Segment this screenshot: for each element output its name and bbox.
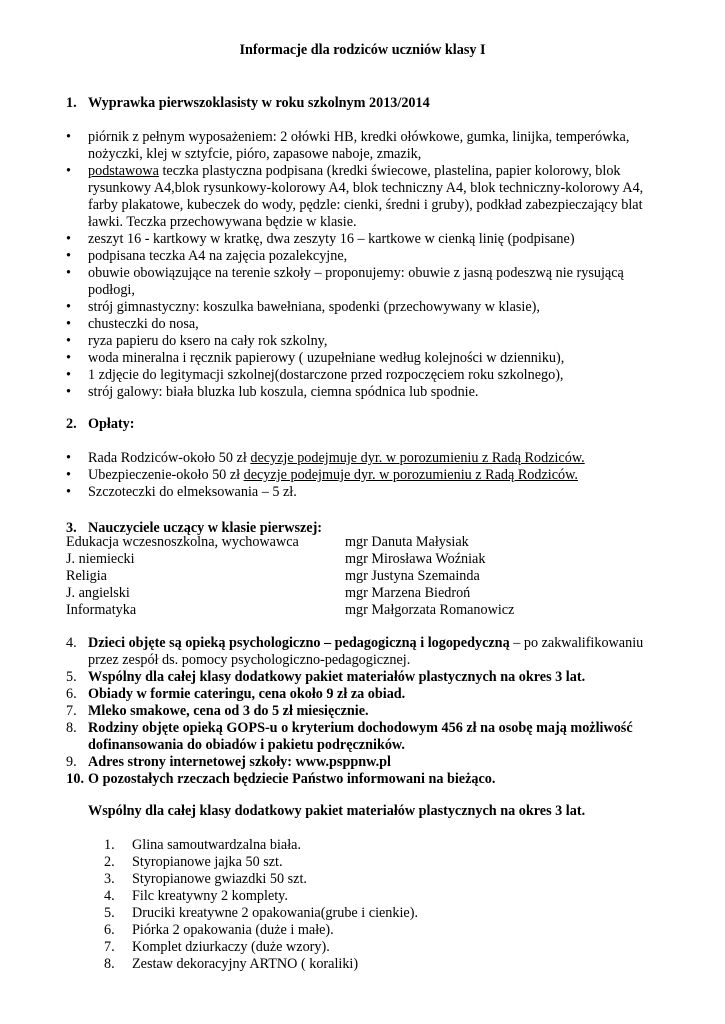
list-item: 4. Filc kreatywny 2 komplety. [104,888,288,904]
list-item: • piórnik z pełnym wyposażeniem: 2 ołówki HB, kredki ołówkowe, gumka, linijka, temperówka, nożyczki, klej w sztyfcie, pióro, zapasowe naboje, zmazik, [66,129,666,163]
list-item: • woda mineralna i ręcznik papierowy ( uzupełniane według kolejności w dzienniku), [66,350,666,367]
list-item: • Rada Rodziców-około 50 zł decyzje podejmuje dyr. w porozumieniu z Radą Rodziców. [66,450,666,467]
list-item: 6. Obiady w formie cateringu, cena około 9 zł za obiad. [66,686,406,702]
teachers-table [66,534,626,619]
list-item: • 1 zdjęcie do legitymacji szkolnej(dostarczone przed rozpoczęciem roku szkolnego), [66,367,666,384]
table-row: J. niemiecki mgr Mirosława Woźniak [66,551,486,567]
list-item: 2. Styropianowe jajka 50 szt. [104,854,283,870]
list-item: • obuwie obowiązujące na terenie szkoły – proponujemy: obuwie z jasną podeszwą nie rysującą podłogi, [66,265,666,299]
list-item: 5. Wspólny dla całej klasy dodatkowy pakiet materiałów plastycznych na okres 3 lat. [66,669,586,685]
info-points-list [66,635,666,788]
list-item: • strój galowy: biała bluzka lub koszula, ciemna spódnica lub spodnie. [66,384,666,401]
list-item: • strój gimnastyczny: koszulka bawełniana, spodenki (przechowywany w klasie), [66,299,666,316]
section-heading: 3. Nauczyciele uczący w klasie pierwszej: [66,520,323,536]
list-item: 7. Komplet dziurkaczy (duże wzory). [104,939,330,955]
table-row: Edukacja wczesnoszkolna, wychowawca mgr Danuta Małysiak [66,534,469,550]
list-item: • ryza papieru do ksero na cały rok szkolny, [66,333,666,350]
list-item: 5. Druciki kreatywne 2 opakowania(grube i cienkie). [104,905,419,921]
kit-heading: Wspólny dla całej klasy dodatkowy pakiet materiałów plastycznych na okres 3 lat. [88,803,586,819]
section-oplaty [66,416,666,433]
list-item: • Szczoteczki do elmeksowania – 5 zł. [66,484,666,501]
section-heading: 2. Opłaty: [66,416,135,432]
section-wyprawka [66,95,666,112]
supplies-list [66,129,666,401]
list-item: 8. Zestaw dekoracyjny ARTNO ( koraliki) [104,956,359,972]
list-item: 10. O pozostałych rzeczach będziecie Państwo informowani na bieżąco. [66,771,496,787]
list-item: • chusteczki do nosa, [66,316,666,333]
section-heading: 1. Wyprawka pierwszoklasisty w roku szkolnym 2013/2014 [66,95,430,111]
list-item: 8. Rodziny objęte opieką GOPS-u o kryterium dochodowym 456 zł na osobę mają możliwość dofinansowania do obiadów i pakietu podręczników. [66,720,633,753]
list-item: 7. Mleko smakowe, cena od 3 do 5 zł miesięcznie. [66,703,369,719]
table-row: Informatyka mgr Małgorzata Romanowicz [66,602,515,618]
kit-list [104,837,704,973]
page-title: Informacje dla rodziców uczniów klasy I [239,42,486,58]
table-row: Religia mgr Justyna Szemainda [66,568,480,584]
fees-list [66,450,666,501]
list-item: 3. Styropianowe gwiazdki 50 szt. [104,871,307,887]
list-item: • zeszyt 16 - kartkowy w kratkę, dwa zeszyty 16 – kartkowe w cienką linię (podpisane) [66,231,666,248]
list-item: 9. Adres strony internetowej szkoły: www.psppnw.pl [66,754,391,770]
list-item: 1. Glina samoutwardzalna biała. [104,837,302,853]
list-item: 6. Piórka 2 opakowania (duże i małe). [104,922,334,938]
list-item: • Ubezpieczenie-około 50 zł decyzje podejmuje dyr. w porozumieniu z Radą Rodziców. [66,467,666,484]
list-item: • podpisana teczka A4 na zajęcia pozalekcyjne, [66,248,666,265]
table-row: J. angielski mgr Marzena Biedroń [66,585,471,601]
list-item: 4. Dzieci objęte są opieką psychologiczno – pedagogiczną i logopedyczną – po zakwalifikowaniu przez zespół ds. pomocy psychologiczno-pedagogicznej. [66,635,644,668]
list-item: • podstawowa teczka plastyczna podpisana (kredki świecowe, plastelina, papier kolorowy, blok rysunkowy A4,blok rysunkowy-kolorowy A4, blok techniczny A4, blok techniczny-kolorowy A4, farby plakatowe, kubeczek do wody, pędzle: cienki, średni i gruby), podkład zabezpieczający blat ławki. Teczka przechowywana będzie w klasie. [66,163,666,231]
